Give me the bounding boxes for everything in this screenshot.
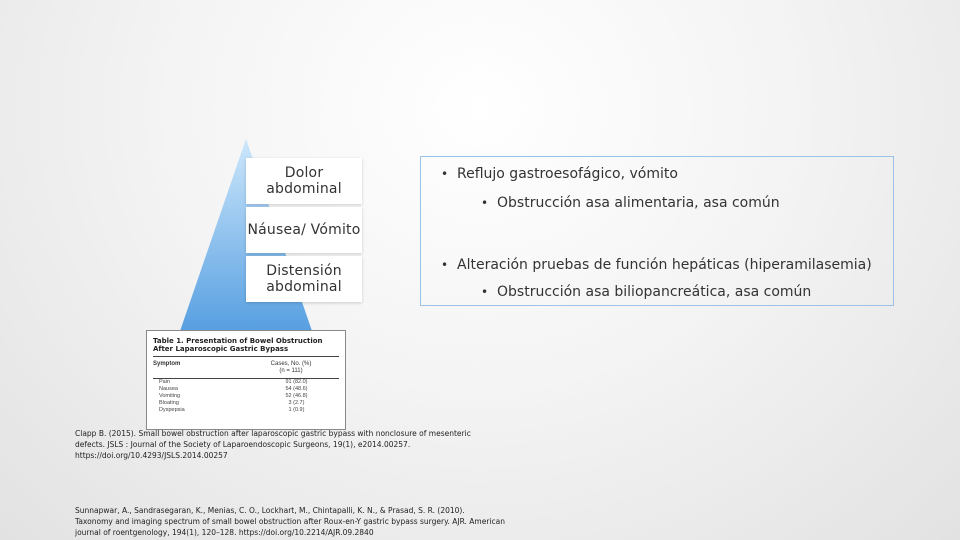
reference-clapp <box>75 428 475 461</box>
pyramid-level-label: Dolor abdominal <box>266 165 342 197</box>
pyramid-level-nausea <box>246 207 362 253</box>
pyramid-level-dolor <box>246 158 362 204</box>
table-row <box>153 393 339 400</box>
table-row <box>153 386 339 393</box>
reference-line: defects. JSLS : Journal of the Society of Laparoendoscopic Surgeons, 19(1), e2014.00257. <box>75 440 411 449</box>
table-cell-cases: 3 (2.7) <box>288 400 305 406</box>
table-rule <box>153 356 339 357</box>
table-cell-symptom: Dyspepsia <box>159 407 185 413</box>
table-row <box>153 379 339 386</box>
bullet-icon: • <box>481 196 489 210</box>
table-cell-symptom: Vomiting <box>159 393 181 399</box>
table-header-symptom: Symptom <box>153 361 181 367</box>
bullet-icon: • <box>441 258 449 272</box>
finding-item <box>441 257 872 273</box>
table-body <box>153 379 339 414</box>
pyramid-level-distension <box>246 256 362 302</box>
pyramid-level-label: Náusea/ Vómito <box>247 222 361 238</box>
finding-text: Obstrucción asa alimentaria, asa común <box>497 195 780 211</box>
table-cell-cases: 52 (46.8) <box>285 393 308 399</box>
reference-doi-link[interactable]: https://doi.org/10.4293/JSLS.2014.00257 <box>75 451 228 460</box>
table-header-cases-line: (n = 111) <box>279 368 303 374</box>
symptom-table-image <box>146 330 346 430</box>
finding-item <box>441 166 678 182</box>
bullet-icon: • <box>441 167 449 181</box>
table-cell-symptom: Nausea <box>159 386 178 392</box>
table-title <box>153 337 339 353</box>
reference-line: journal of roentgenology, 194(1), 120–128. https://doi.org/10.2214/AJR.09.2840 <box>75 528 374 537</box>
finding-text: Reflujo gastroesofágico, vómito <box>457 166 678 182</box>
table-header-cases <box>243 361 339 375</box>
table-row <box>153 400 339 407</box>
reference-line: Clapp B. (2015). Small bowel obstruction after laparoscopic gastric bypass with nonclosure of mesenteric <box>75 429 471 438</box>
table-cell-symptom: Bloating <box>159 400 179 406</box>
table-header <box>153 361 339 375</box>
table-cell-symptom: Pain <box>159 379 171 385</box>
reference-sunnapwar <box>75 505 635 538</box>
table-cell-cases: 1 (0.9) <box>288 407 305 413</box>
table-title-line: Table 1. Presentation of Bowel Obstruction <box>153 337 323 345</box>
reference-line: Taxonomy and imaging spectrum of small bowel obstruction after Roux-en-Y gastric bypass surgery. AJR. American <box>75 517 505 526</box>
table-row <box>153 407 339 414</box>
finding-subitem <box>481 195 780 211</box>
finding-subitem <box>481 284 811 300</box>
table-title-line: After Laparoscopic Gastric Bypass <box>153 345 289 353</box>
finding-text: Obstrucción asa biliopancreática, asa común <box>497 284 812 300</box>
bullet-icon: • <box>481 285 489 299</box>
table-cell-cases: 54 (48.6) <box>285 386 308 392</box>
finding-text: Alteración pruebas de función hepáticas (hiperamilasemia) <box>457 257 872 273</box>
table-header-cases-line: Cases, No. (%) <box>270 361 312 367</box>
reference-line: Sunnapwar, A., Sandrasegaran, K., Menias, C. O., Lockhart, M., Chintapalli, K. N., & Prasad, S. R. (2010). <box>75 506 465 515</box>
table-cell-cases: 91 (82.0) <box>285 379 308 385</box>
pyramid-level-label: Distensión abdominal <box>266 263 342 295</box>
